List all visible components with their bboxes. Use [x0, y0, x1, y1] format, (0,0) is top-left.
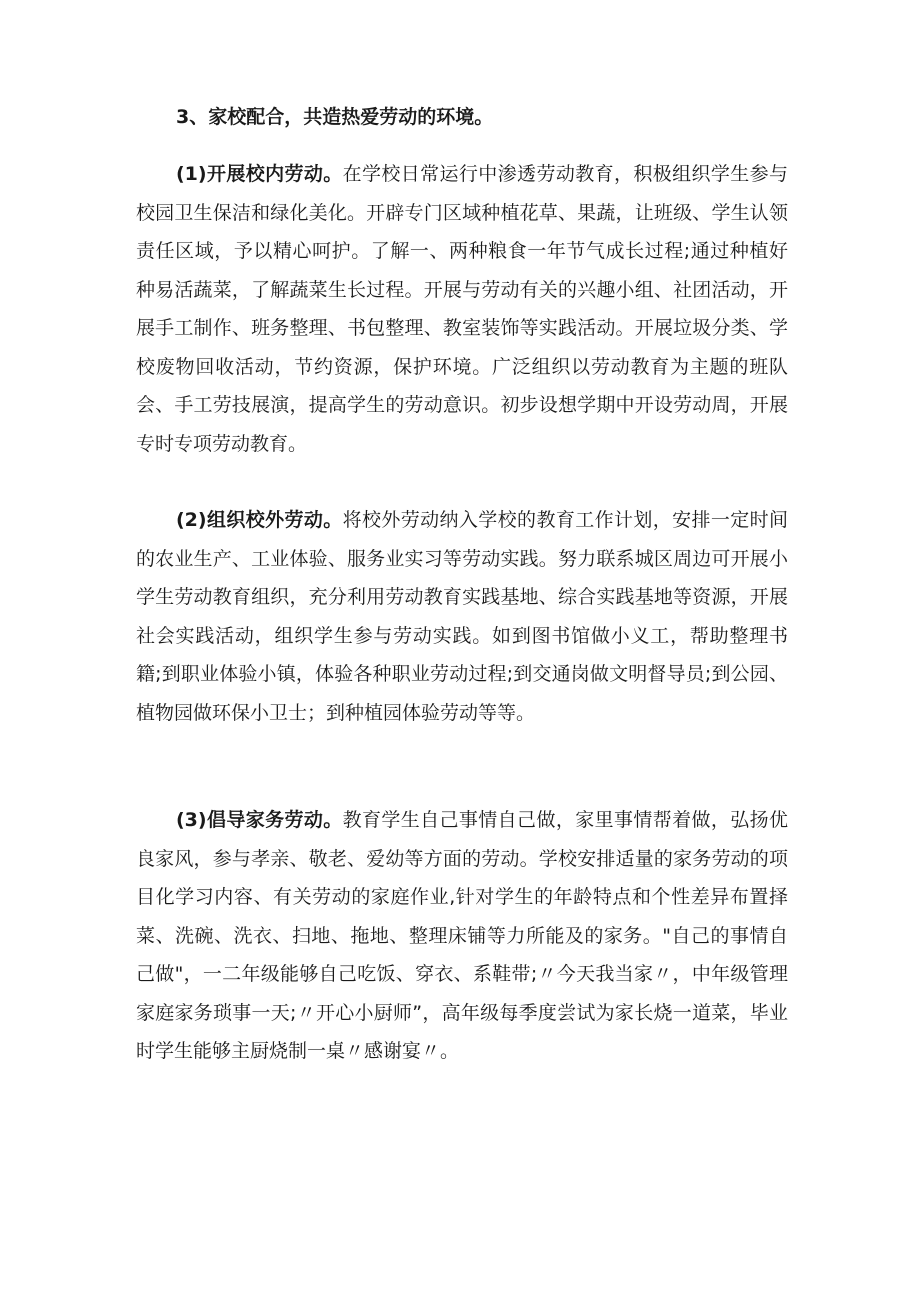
- paragraph-body: 教育学生自己事情自己做，家里事情帮着做，弘扬优良家风，参与孝亲、敬老、爱幼等方面的劳动。学校安排适量的家务劳动的项目化学习内容、有关劳动的家庭作业,针对学生的年龄特点和个性差异布置择菜、洗碗、洗衣、扫地、拖地、整理床铺等力所能及的家务。"自己的事情自己做"，一二年级能够自己吃饭、穿衣、系鞋带;〃今天我当家〃，中年级管理家庭家务琐事一天;〃开心小厨师”，高年级每季度尝试为家长烧一道菜，毕业时学生能够主厨烧制一桌〃感谢宴〃。: [136, 809, 788, 1062]
- paragraph-offcampus-labor: [136, 501, 788, 732]
- section-title: 3、家校配合，共造热爱劳动的环境。: [176, 106, 494, 128]
- paragraph-body: 将校外劳动纳入学校的教育工作计划，安排一定时间的农业生产、工业体验、服务业实习等劳动实践。努力联系城区周边可开展小学生劳动教育组织，充分利用劳动教育实践基地、综合实践基地等资源，开展社会实践活动，组织学生参与劳动实践。如到图书馆做小义工，帮助整理书籍;到职业体验小镇，体验各种职业劳动过程;到交通岗做文明督导员;到公园、植物园做环保小卫士；到种植园体验劳动等等。: [136, 509, 788, 724]
- paragraph-lead: (3)倡导家务劳动。: [176, 809, 343, 831]
- paragraph-body: 在学校日常运行中渗透劳动教育，积极组织学生参与校园卫生保洁和绿化美化。开辟专门区域种植花草、果蔬，让班级、学生认领责任区域，予以精心呵护。了解一、两种粮食一年节气成长过程;通过种植好种易活蔬菜，了解蔬菜生长过程。开展与劳动有关的兴趣小组、社团活动，开展手工制作、班务整理、书包整理、教室装饰等实践活动。开展垃圾分类、学校废物回收活动，节约资源，保护环境。广泛组织以劳动教育为主题的班队会、手工劳技展演，提高学生的劳动意识。初步设想学期中开设劳动周，开展专时专项劳动教育。: [136, 163, 788, 455]
- paragraph-lead: (1)开展校内劳动。: [176, 163, 343, 185]
- paragraph-household-labor: [136, 801, 788, 1071]
- paragraph-campus-labor: [136, 155, 788, 463]
- paragraph-lead: (2)组织校外劳动。: [176, 509, 343, 531]
